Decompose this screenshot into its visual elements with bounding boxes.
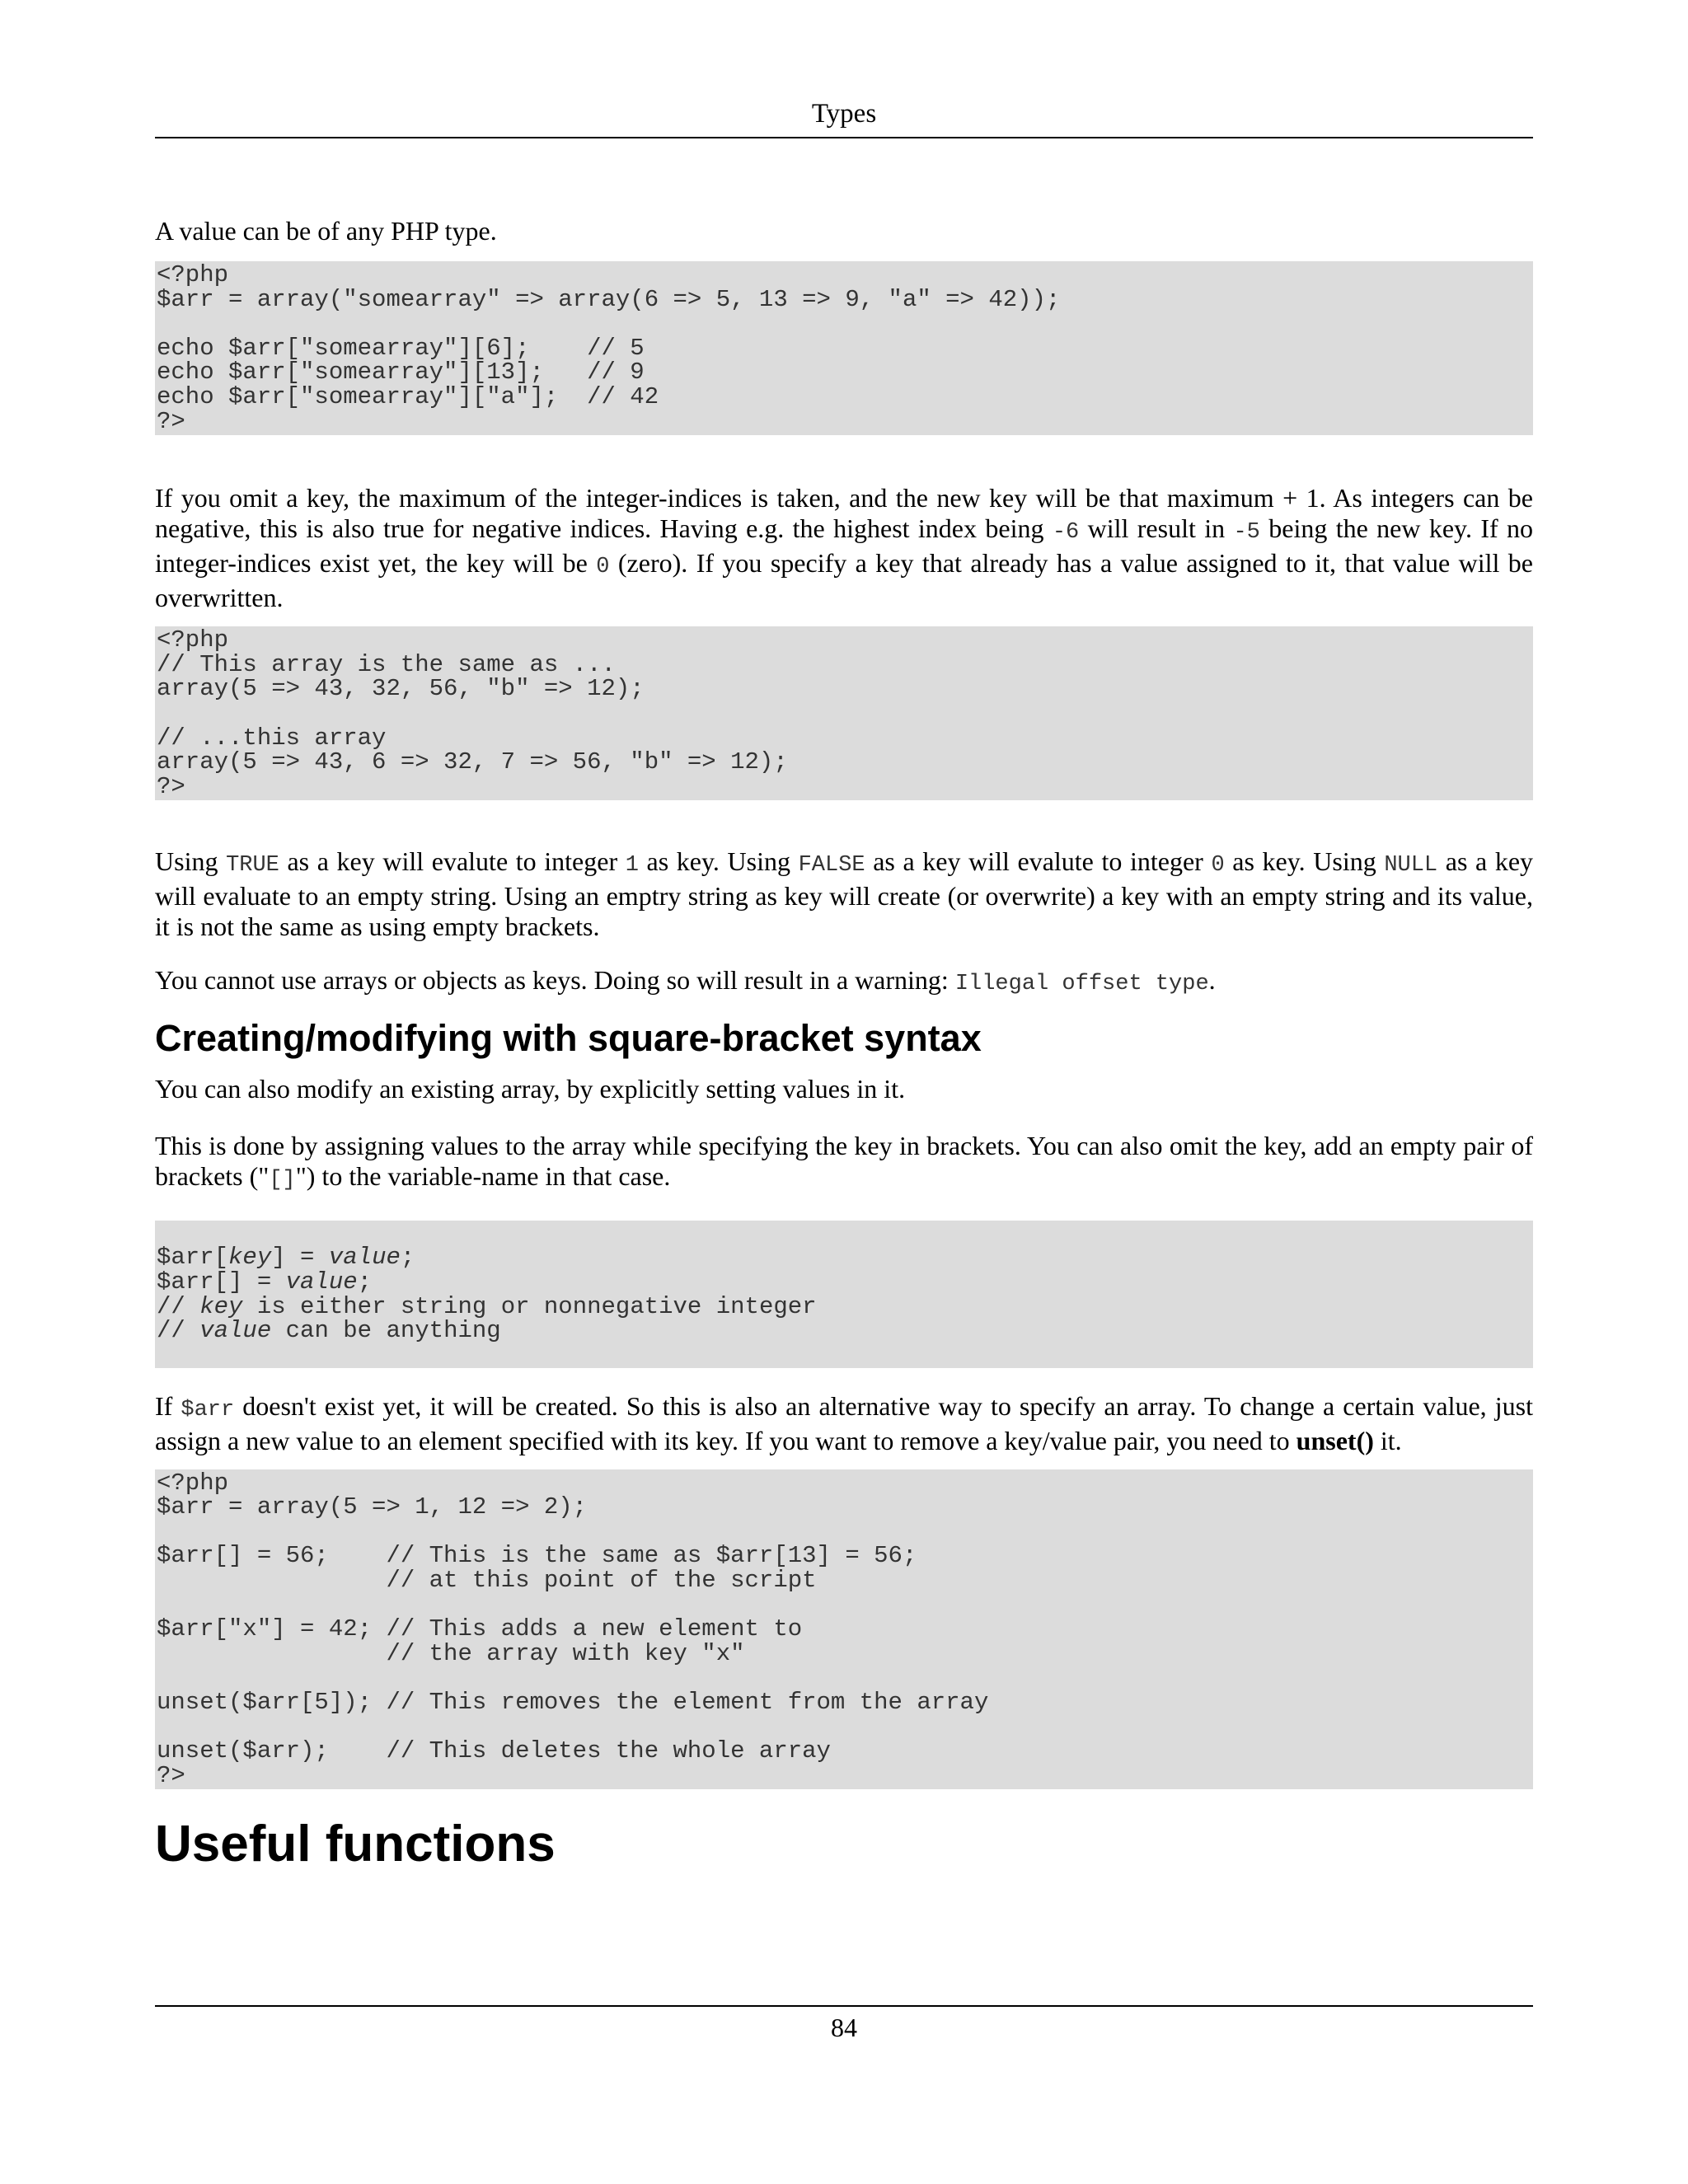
inline-code: 0 — [1211, 853, 1225, 879]
inline-code: $arr — [181, 1397, 235, 1422]
paragraph-php-type: A value can be of any PHP type. — [155, 216, 497, 246]
code-line: // ...this array — [157, 724, 387, 752]
code-block-unset — [155, 1469, 1533, 1790]
code-line: ?> — [157, 1761, 185, 1789]
code-block-syntax: $arr[key] = value; $arr[] = value; // key is either string or nonnegative integer // value can be anything — [155, 1221, 1533, 1367]
inline-code: Illegal offset type — [954, 972, 1209, 997]
code-line: array(5 => 43, 32, 56, "b" => 12); — [157, 675, 645, 703]
inline-code: TRUE — [226, 853, 279, 879]
code-line: $arr = array(5 => 1, 12 => 2); — [157, 1493, 588, 1521]
running-header: Types — [811, 99, 877, 129]
inline-code: -6 — [1052, 520, 1080, 546]
paragraph-arr-creation: If $arr doesn't exist yet, it will be created. So this is also an alternative way to specify an array. To change a certain value, just assign a new value to an element specified with its key. If you want to remove a key/value pair, you need to unset() it. — [155, 1390, 1534, 1455]
code-line: // This array is the same as ... — [157, 650, 616, 678]
code-line: <?php — [157, 1469, 229, 1497]
bold-function-name: unset() — [1296, 1425, 1374, 1455]
code-line: $arr = array("somearray" => array(6 => 5, 13 => 9, "a" => 42)); — [157, 285, 1061, 313]
code-line: echo $arr["somearray"][6]; // 5 — [157, 334, 645, 362]
code-line: echo $arr["somearray"][13]; // 9 — [157, 359, 645, 387]
paragraph-true-false-keys: Using TRUE as a key will evalute to integer 1 as key. Using FALSE as a key will evalute to integer 0 as key. Using NULL as a key will evaluate to an empty string. Using an emptry string as key will create (or overwrite) a key with an empty string and its value, it is not the same as using empty brackets. — [155, 846, 1534, 942]
inline-code: NULL — [1384, 853, 1438, 879]
code-line: <?php — [157, 261, 229, 288]
code-line: // the array with key "x" — [157, 1639, 745, 1667]
inline-code: 0 — [596, 555, 610, 580]
section-heading: Creating/modifying with square-bracket syntax — [155, 1017, 982, 1060]
code-line: unset($arr[5]); // This removes the element from the array — [157, 1689, 989, 1717]
code-line: <?php — [157, 626, 229, 654]
inline-code: [] — [269, 1168, 296, 1193]
paragraph-illegal-offset: You cannot use arrays or objects as keys. Doing so will result in a warning: Illegal offset type. — [155, 965, 1216, 997]
page-content — [155, 216, 1533, 1875]
inline-code: 1 — [625, 853, 639, 879]
page-number: 84 — [831, 2013, 857, 2042]
footer-rule — [155, 2005, 1533, 2007]
code-block-nested-array — [155, 261, 1533, 435]
paragraph-omit-key: If you omit a key, the maximum of the integer-indices is taken, and the new key will be that maximum + 1. As integers can be negative, this is also true for negative indices. Having e.g. the highest index being -6 will result in -5 being the new key. If no integer-indices exist yet, the key will be 0 (zero). If you specify a key that already has a value assigned to it, that value will be overwritten. — [155, 483, 1534, 613]
code-block-same-array — [155, 626, 1533, 800]
inline-code: -5 — [1233, 520, 1260, 546]
code-line: array(5 => 43, 6 => 32, 7 => 56, "b" => 12); — [157, 748, 788, 776]
code-line: ?> — [157, 772, 185, 800]
code-line: $arr["x"] = 42; // This adds a new element to — [157, 1615, 803, 1643]
code-line: ?> — [157, 407, 185, 435]
inline-code: FALSE — [798, 853, 865, 879]
chapter-heading: Useful functions — [155, 1816, 556, 1873]
code-line: echo $arr["somearray"]["a"]; // 42 — [157, 382, 659, 410]
code-line: unset($arr); // This deletes the whole array — [157, 1737, 831, 1765]
paragraph-assign-values: This is done by assigning values to the array while specifying the key in brackets. You can also omit the key, add an empty pair of brackets ("[]") to the variable-name in that case. — [155, 1131, 1533, 1193]
code-line: $arr[] = 56; // This is the same as $arr[13] = 56; — [157, 1542, 917, 1570]
header-rule — [155, 137, 1533, 138]
paragraph-modify-array: You can also modify an existing array, by explicitly setting values in it. — [155, 1074, 906, 1104]
code-line: // at this point of the script — [157, 1567, 817, 1595]
